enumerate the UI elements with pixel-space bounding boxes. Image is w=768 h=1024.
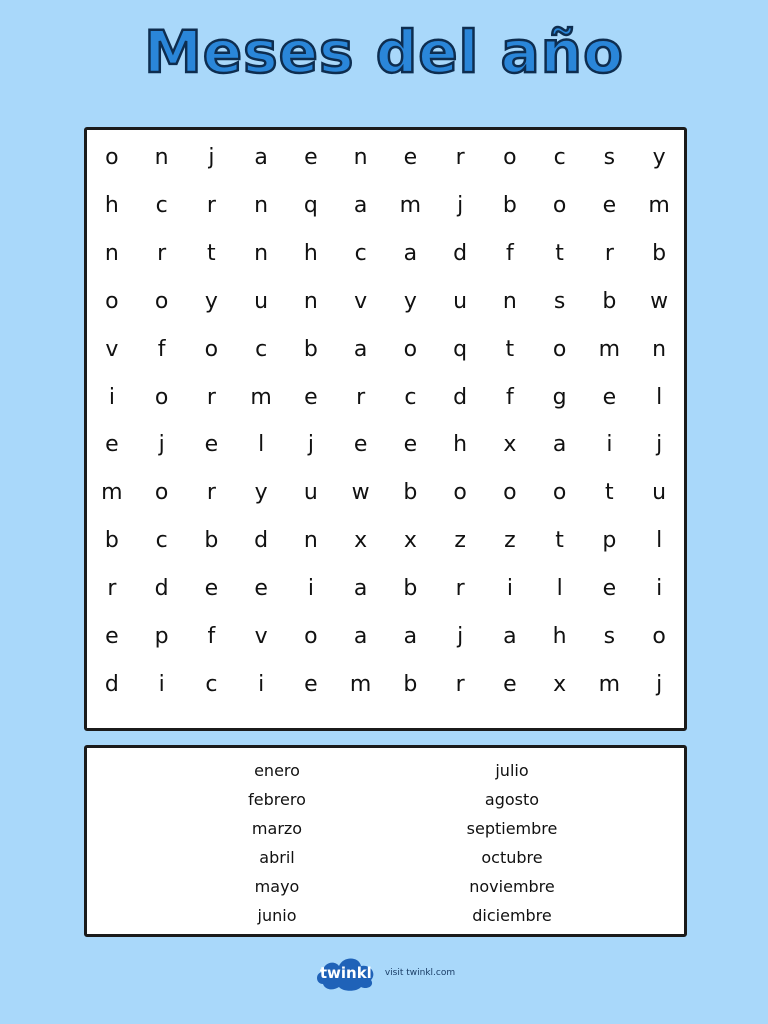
grid-letter[interactable]: b	[652, 241, 667, 267]
grid-letter[interactable]: r	[206, 480, 216, 506]
grid-letter[interactable]: m	[349, 671, 372, 697]
grid-letter[interactable]: e	[602, 575, 617, 601]
grid-letter[interactable]: i	[307, 575, 314, 601]
grid-letter[interactable]: a	[353, 193, 368, 219]
grid-letter[interactable]: r	[455, 575, 465, 601]
grid-letter[interactable]: b	[403, 575, 418, 601]
grid-letter[interactable]: s	[603, 145, 616, 171]
grid-letter[interactable]: i	[656, 575, 663, 601]
grid-letter[interactable]: l	[258, 432, 265, 458]
grid-letter[interactable]: i	[258, 671, 265, 697]
grid-letter[interactable]: n	[303, 288, 318, 314]
grid-letter[interactable]: o	[154, 288, 169, 314]
grid-letter[interactable]: l	[656, 528, 663, 554]
grid-letter[interactable]: z	[454, 528, 466, 554]
word-item: septiembre	[466, 819, 558, 838]
grid-letter[interactable]: g	[552, 384, 567, 410]
grid-letter[interactable]: e	[602, 193, 617, 219]
word-item: diciembre	[472, 906, 552, 925]
grid-letter[interactable]: e	[353, 432, 368, 458]
grid-letter[interactable]: j	[457, 623, 464, 649]
grid-letter[interactable]: o	[503, 480, 517, 506]
word-list-left-column	[217, 756, 337, 930]
word-item: octubre	[481, 848, 543, 867]
grid-letter[interactable]: f	[207, 623, 216, 649]
grid-letter[interactable]: t	[207, 241, 216, 267]
grid-letter[interactable]: j	[208, 145, 215, 171]
grid-letter[interactable]: q	[303, 193, 318, 219]
grid-letter[interactable]: e	[105, 432, 119, 458]
grid-letter[interactable]: m	[101, 480, 123, 506]
grid-letter[interactable]: v	[354, 288, 368, 314]
grid-letter[interactable]: r	[604, 241, 614, 267]
grid-letter[interactable]: t	[555, 241, 564, 267]
grid-letter[interactable]: p	[602, 528, 617, 554]
page-title: Meses del año	[144, 18, 624, 86]
grid-letter[interactable]: s	[603, 623, 616, 649]
grid-letter[interactable]: x	[403, 528, 417, 554]
grid-letter[interactable]: e	[503, 671, 517, 697]
grid-letter[interactable]: e	[204, 575, 219, 601]
grid-letter[interactable]: j	[656, 432, 663, 458]
grid-letter[interactable]: d	[453, 384, 468, 410]
grid-letter[interactable]: b	[303, 336, 318, 362]
grid-letter[interactable]: m	[250, 384, 272, 410]
word-item: marzo	[251, 819, 303, 838]
grid-letter[interactable]: d	[104, 671, 119, 697]
grid-letter[interactable]: j	[158, 432, 165, 458]
grid-letter[interactable]: a	[353, 575, 368, 601]
grid-letter[interactable]: a	[552, 432, 567, 458]
grid-letter[interactable]: r	[455, 671, 465, 697]
grid-letter[interactable]: b	[104, 528, 119, 554]
grid-letter[interactable]: e	[602, 384, 617, 410]
grid-letter[interactable]: o	[552, 336, 567, 362]
grid-letter[interactable]: w	[650, 288, 669, 314]
word-item: mayo	[254, 877, 300, 896]
grid-letter[interactable]: e	[403, 145, 418, 171]
grid-letter[interactable]: m	[598, 336, 621, 362]
word-item: agosto	[484, 790, 540, 809]
word-list	[84, 745, 687, 937]
grid-letter[interactable]: n	[303, 528, 318, 554]
grid-letter[interactable]: f	[506, 241, 514, 267]
grid-letter[interactable]: n	[154, 145, 169, 171]
grid-letter[interactable]: e	[105, 623, 119, 649]
grid-letter[interactable]: o	[105, 145, 119, 171]
grid-letter[interactable]: x	[503, 432, 517, 458]
grid-letter[interactable]: u	[254, 288, 269, 314]
grid-letter[interactable]: n	[353, 145, 368, 171]
grid-letter[interactable]: e	[304, 145, 318, 171]
word-item: febrero	[248, 790, 306, 809]
grid-letter[interactable]: q	[453, 336, 468, 362]
grid-letter[interactable]: v	[105, 336, 119, 362]
grid-letter[interactable]: c	[553, 145, 566, 171]
word-item: abril	[259, 848, 295, 867]
grid-letter[interactable]: t	[555, 528, 564, 554]
grid-letter[interactable]: t	[605, 480, 614, 506]
grid-letter[interactable]: b	[403, 671, 418, 697]
word-list-right-column	[452, 756, 572, 930]
grid-letter[interactable]: r	[157, 241, 167, 267]
grid-letter[interactable]: c	[155, 528, 168, 554]
grid-letter[interactable]: i	[506, 575, 513, 601]
grid-letter[interactable]: b	[602, 288, 617, 314]
grid-letter[interactable]: u	[303, 480, 318, 506]
grid-letter[interactable]: n	[652, 336, 667, 362]
grid-letter[interactable]: y	[204, 288, 218, 314]
grid-letter[interactable]: m	[598, 671, 621, 697]
grid-letter[interactable]: r	[356, 384, 366, 410]
grid-letter[interactable]: h	[303, 241, 318, 267]
grid-letter[interactable]: n	[254, 193, 269, 219]
grid-letter[interactable]: a	[353, 336, 368, 362]
grid-letter[interactable]: o	[552, 480, 567, 506]
grid-letter[interactable]: t	[505, 336, 515, 362]
grid-letter[interactable]: c	[155, 193, 168, 219]
grid-letter[interactable]: v	[254, 623, 268, 649]
footer	[0, 954, 768, 992]
word-item: julio	[495, 761, 529, 780]
grid-letter[interactable]: z	[504, 528, 516, 554]
grid-letter[interactable]: o	[105, 288, 119, 314]
grid-letter[interactable]: w	[351, 480, 370, 506]
grid-letter[interactable]: h	[453, 432, 468, 458]
grid-letter[interactable]: c	[354, 241, 367, 267]
grid-letter[interactable]: l	[656, 384, 663, 410]
grid-letter[interactable]: i	[108, 384, 115, 410]
grid-letter[interactable]: x	[553, 671, 567, 697]
grid-letter[interactable]: o	[503, 145, 517, 171]
word-item: noviembre	[469, 877, 555, 896]
grid-letter[interactable]: o	[403, 336, 418, 362]
grid-letter[interactable]: d	[154, 575, 169, 601]
grid-letter[interactable]: n	[104, 241, 119, 267]
grid-letter[interactable]: d	[254, 528, 269, 554]
grid-letter[interactable]: n	[254, 241, 269, 267]
grid-letter[interactable]: i	[606, 432, 613, 458]
logo-text: twinkl	[319, 964, 372, 982]
grid-letter[interactable]: d	[453, 241, 468, 267]
grid-letter[interactable]: f	[157, 336, 166, 362]
visit-link[interactable]: visit twinkl.com	[384, 968, 456, 978]
grid-letter[interactable]: o	[552, 193, 567, 219]
grid-letter[interactable]: b	[204, 528, 219, 554]
grid-letter[interactable]: a	[254, 145, 268, 171]
twinkl-logo[interactable]	[313, 954, 379, 992]
grid-letter[interactable]: e	[254, 575, 268, 601]
grid-letter[interactable]: b	[502, 193, 517, 219]
grid-letter[interactable]: y	[254, 480, 268, 506]
grid-letter[interactable]: p	[154, 623, 169, 649]
grid-letter[interactable]: c	[255, 336, 268, 362]
grid-letter[interactable]: e	[304, 384, 318, 410]
grid-letter[interactable]: s	[553, 288, 566, 314]
grid-letter[interactable]: h	[104, 193, 119, 219]
grid-letter[interactable]: o	[204, 336, 219, 362]
grid-letter[interactable]: r	[455, 145, 465, 171]
grid-letter[interactable]: j	[307, 432, 314, 458]
grid-letter[interactable]: j	[656, 671, 663, 697]
grid-letter[interactable]: a	[353, 623, 368, 649]
letter-grid	[87, 130, 684, 728]
grid-letter[interactable]: o	[304, 623, 318, 649]
grid-letter[interactable]: r	[107, 575, 117, 601]
grid-letter[interactable]: y	[652, 145, 666, 171]
grid-letter[interactable]: n	[502, 288, 517, 314]
grid-letter[interactable]: m	[648, 193, 670, 219]
word-search-grid	[84, 127, 687, 731]
grid-letter[interactable]: h	[552, 623, 567, 649]
word-item: enero	[254, 761, 300, 780]
grid-letter[interactable]: l	[556, 575, 563, 601]
grid-letter[interactable]: e	[204, 432, 219, 458]
grid-letter[interactable]: x	[354, 528, 368, 554]
grid-letter[interactable]: m	[399, 193, 422, 219]
grid-letter[interactable]: o	[453, 480, 467, 506]
grid-letter[interactable]: o	[154, 384, 169, 410]
word-item: junio	[257, 906, 297, 925]
grid-letter[interactable]: u	[652, 480, 667, 506]
grid-letter[interactable]: a	[403, 623, 418, 649]
grid-letter[interactable]: i	[158, 671, 165, 697]
grid-letter[interactable]: a	[403, 241, 418, 267]
grid-letter[interactable]: c	[404, 384, 417, 410]
grid-letter[interactable]: o	[652, 623, 666, 649]
grid-letter[interactable]: r	[206, 193, 216, 219]
grid-letter[interactable]: j	[457, 193, 464, 219]
grid-letter[interactable]: e	[304, 671, 318, 697]
grid-letter[interactable]: u	[453, 288, 468, 314]
grid-letter[interactable]: y	[403, 288, 417, 314]
grid-letter[interactable]: o	[154, 480, 169, 506]
grid-letter[interactable]: e	[403, 432, 418, 458]
grid-letter[interactable]: c	[205, 671, 218, 697]
grid-letter[interactable]: a	[503, 623, 517, 649]
grid-letter[interactable]: r	[206, 384, 216, 410]
grid-letter[interactable]: f	[506, 384, 514, 410]
grid-letter[interactable]: b	[403, 480, 418, 506]
